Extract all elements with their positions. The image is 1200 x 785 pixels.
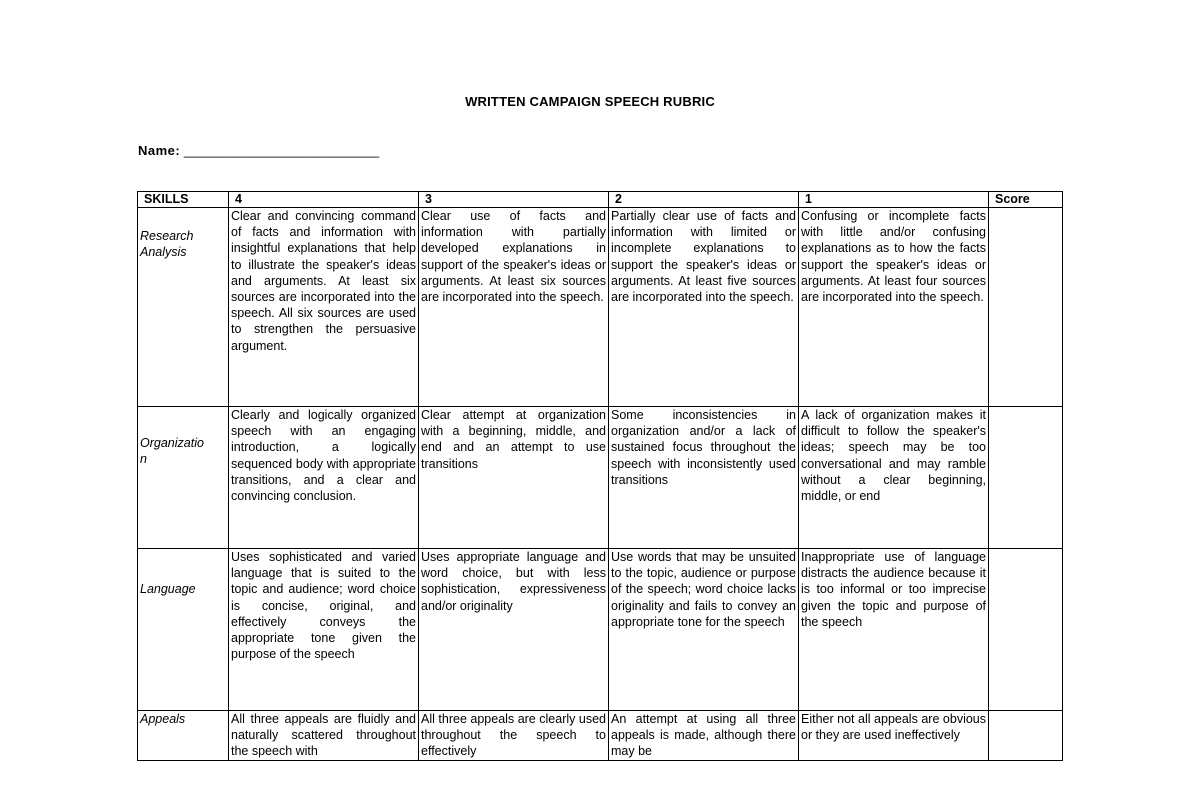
header-level-1: 1 [799,192,989,208]
skill-name-line: Organizatio [140,436,204,450]
skill-name [138,208,229,407]
level-2-description: Some inconsistencies in organization and/or a lack of sustained focus throughout the speech with inconsistently used transitions [609,407,799,549]
level-3-description: All three appeals are clearly used throughout the speech to effectively [419,711,609,761]
level-4-description: Clearly and logically organized speech with an engaging introduction, a logically sequenced body with appropriate transitions, and a clear and convincing conclusion. [229,407,419,549]
score-cell[interactable] [989,208,1063,407]
skill-name [138,549,229,711]
level-2-description: Partially clear use of facts and information with limited or incomplete explanations to support the speaker's ideas or arguments. At least five sources are incorporated into the speech. [609,208,799,407]
level-4-description: All three appeals are fluidly and naturally scattered throughout the speech with [229,711,419,761]
level-1-description: Either not all appeals are obvious or they are used ineffectively [799,711,989,761]
level-1-description: Confusing or incomplete facts with little and/or confusing explanations as to how the facts support the speaker's ideas or arguments. At least four sources are incorporated into the speech. [799,208,989,407]
level-1-description: A lack of organization makes it difficult to follow the speaker's ideas; speech may be too conversational and may ramble without a clear beginning, middle, or end [799,407,989,549]
level-3-description: Clear use of facts and information with partially developed explanations in support of the speaker's ideas or arguments. At least six sources are incorporated into the speech. [419,208,609,407]
name-field [138,143,379,158]
header-score: Score [989,192,1063,208]
score-cell[interactable] [989,407,1063,549]
level-1-description: Inappropriate use of language distracts the audience because it is too informal or too imprecise given the topic and purpose of the speech [799,549,989,711]
document-title: WRITTEN CAMPAIGN SPEECH RUBRIC [465,94,715,109]
level-4-description: Clear and convincing command of facts and information with insightful explanations that help to illustrate the speaker's ideas and arguments. At least six sources are incorporated into the speech. All six sources are used to strengthen the persuasive argument. [229,208,419,407]
skill-name-line: n [140,452,147,467]
skill-name-line: Language [140,582,196,596]
score-cell[interactable] [989,549,1063,711]
table-row [138,549,1063,711]
table-row [138,407,1063,549]
name-blank-line: ___________________________ [183,143,380,158]
level-2-description: An attempt at using all three appeals is made, although there may be [609,711,799,761]
skill-name [138,407,229,549]
skill-name-line: Analysis [140,245,187,260]
header-level-3: 3 [419,192,609,208]
header-skills: SKILLS [138,192,229,208]
header-level-2: 2 [609,192,799,208]
header-level-4: 4 [229,192,419,208]
table-row [138,208,1063,407]
table-row [138,711,1063,761]
skill-name-line: Appeals [140,712,186,726]
rubric-table [137,191,1063,761]
score-cell[interactable] [989,711,1063,761]
level-2-description: Use words that may be unsuited to the topic, audience or purpose of the speech; word choice lacks originality and fails to convey an appropriate tone for the speech [609,549,799,711]
skill-name [138,711,229,761]
level-3-description: Uses appropriate language and word choice, but with less sophistication, expressiveness and/or originality [419,549,609,711]
name-label: Name: [138,143,181,158]
header-row [138,192,1063,208]
level-4-description: Uses sophisticated and varied language that is suited to the topic and audience; word choice is concise, original, and effectively conveys the appropriate tone given the purpose of the speech [229,549,419,711]
level-3-description: Clear attempt at organization with a beginning, middle, and end and an attempt to use transitions [419,407,609,549]
skill-name-line: Research [140,229,194,243]
